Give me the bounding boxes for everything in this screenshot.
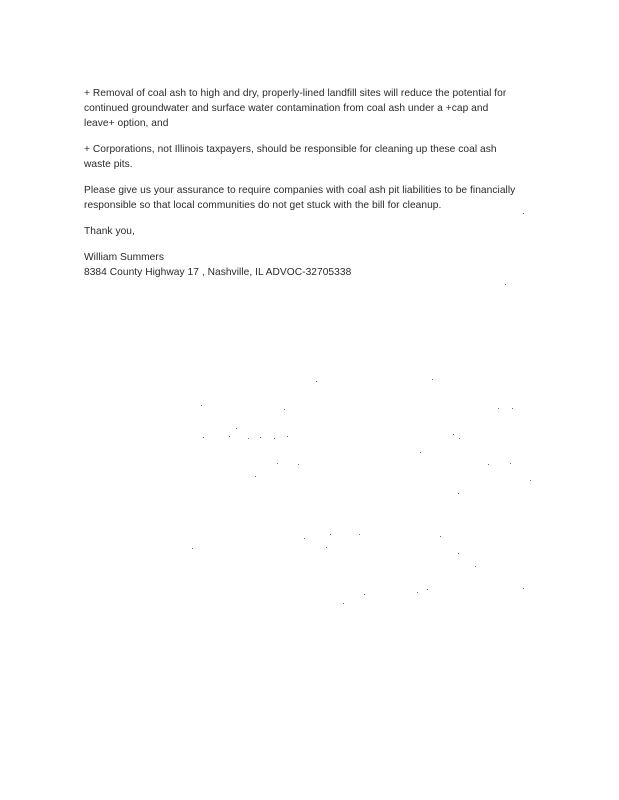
closing-text: Thank you, bbox=[84, 226, 135, 237]
letter-body bbox=[84, 86, 544, 280]
scan-speck bbox=[505, 284, 506, 285]
scan-speck bbox=[255, 476, 256, 477]
scan-speck bbox=[432, 379, 433, 380]
scan-speck bbox=[316, 381, 317, 382]
scan-speck bbox=[458, 493, 459, 494]
scan-speck bbox=[343, 603, 344, 604]
scan-speck bbox=[488, 464, 489, 465]
scan-speck bbox=[530, 480, 531, 481]
signature-block bbox=[84, 250, 544, 280]
scan-speck bbox=[427, 589, 428, 590]
scan-speck bbox=[330, 534, 331, 535]
signer-address: 8384 County Highway 17 , Nashville, IL ADVOC-32705338 bbox=[84, 267, 352, 278]
scan-speck bbox=[498, 408, 499, 409]
scan-speck bbox=[523, 213, 524, 214]
scan-speck bbox=[236, 428, 237, 429]
scan-speck bbox=[326, 547, 327, 548]
paragraph-line: continued groundwater and surface water contamination from coal ash under a +cap and bbox=[84, 103, 489, 114]
paragraph-line: + Corporations, not Illinois taxpayers, should be responsible for cleaning up these coal ash bbox=[84, 144, 497, 155]
paragraph-line: waste pits. bbox=[84, 159, 133, 170]
paragraph-spacer bbox=[84, 131, 544, 142]
scan-speck bbox=[192, 548, 193, 549]
scan-speck bbox=[201, 405, 202, 406]
scan-speck bbox=[298, 464, 299, 465]
scan-speck bbox=[512, 408, 513, 409]
scan-speck bbox=[475, 566, 476, 567]
scan-speck bbox=[287, 436, 288, 437]
paragraph-corporate-responsibility bbox=[84, 142, 544, 172]
scan-speck bbox=[420, 452, 421, 453]
scan-speck bbox=[248, 438, 249, 439]
paragraph-coal-ash-removal bbox=[84, 86, 544, 131]
scan-speck bbox=[274, 438, 275, 439]
paragraph-line: responsible so that local communities do not get stuck with the bill for cleanup. bbox=[84, 200, 442, 211]
paragraph-spacer bbox=[84, 213, 544, 224]
paragraph-assurance-request bbox=[84, 183, 544, 213]
scan-speck bbox=[260, 437, 261, 438]
scan-speck bbox=[453, 434, 454, 435]
scan-speck bbox=[417, 592, 418, 593]
paragraph-line: Please give us your assurance to require companies with coal ash pit liabilities to be financially bbox=[84, 185, 516, 196]
scan-speck bbox=[359, 534, 360, 535]
paragraph-spacer bbox=[84, 172, 544, 183]
scan-speck bbox=[203, 437, 204, 438]
scan-speck bbox=[364, 594, 365, 595]
scan-speck bbox=[277, 463, 278, 464]
paragraph-line: + Removal of coal ash to high and dry, properly-lined landfill sites will reduce the potential for bbox=[84, 88, 507, 99]
scan-speck bbox=[284, 409, 285, 410]
scan-speck bbox=[440, 536, 441, 537]
scan-speck bbox=[304, 538, 305, 539]
scan-speck bbox=[523, 588, 524, 589]
scan-speck bbox=[459, 438, 460, 439]
signer-name: William Summers bbox=[84, 252, 164, 263]
closing bbox=[84, 224, 544, 239]
scan-speck bbox=[458, 553, 459, 554]
paragraph-line: leave+ option, and bbox=[84, 118, 169, 129]
scan-speck bbox=[510, 463, 511, 464]
scan-speck bbox=[229, 436, 230, 437]
paragraph-spacer bbox=[84, 239, 544, 250]
